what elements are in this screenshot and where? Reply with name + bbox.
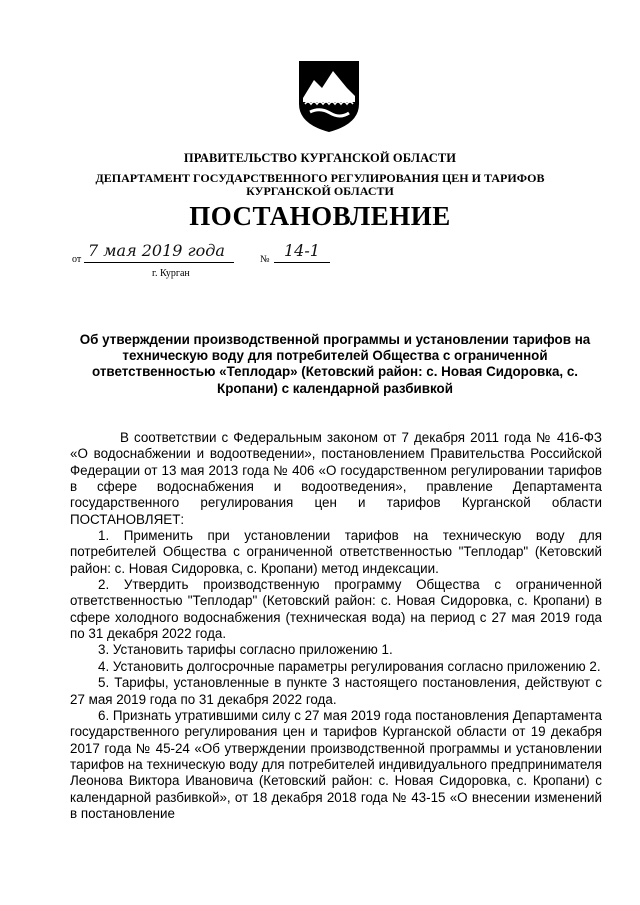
department-heading-line2: КУРГАНСКОЙ ОБЛАСТИ bbox=[246, 184, 394, 198]
government-heading: ПРАВИТЕЛЬСТВО КУРГАНСКОЙ ОБЛАСТИ bbox=[183, 151, 457, 165]
clause-3: 3. Установить тарифы согласно приложению 1. bbox=[98, 642, 393, 658]
clause-2: 2. Утвердить производственную программу Общества с ограниченной ответственностью "Теплодар" (Кетовский район: с. Новая Сидоровка, с. Кропани) в сфере холодного водоснабжения (техническая вода) на период с 27 мая 2019 года по 31 декабря 2022 года. bbox=[70, 577, 602, 642]
clause-5: 5. Тарифы, установленные в пункте 3 настоящего постановления, действуют с 27 мая 2019 года по 31 декабря 2022 года. bbox=[70, 675, 602, 707]
clause-6: 6. Признать утратившими силу с 27 мая 2019 года постановления Департамента государственного регулирования цен и тарифов Курганской области от 19 декабря 2017 года № 45-24 «Об утверждении производственной программы и установлении тарифов на техническую воду для потребителей индивидуального предпринимателя Леонова Виктора Ивановича (Кетовский район: с. Новая Сидоровка, с. Кропани) с календарной разбивкой», от 18 декабря 2018 года № 43-15 «О внесении изменений в постановление bbox=[70, 707, 602, 821]
number-underline bbox=[274, 262, 330, 263]
clause-4: 4. Установить долгосрочные параметры регулирования согласно приложению 2. bbox=[98, 658, 601, 674]
place-label: г. Курган bbox=[152, 268, 190, 279]
handwritten-date: 7 мая 2019 года bbox=[88, 241, 225, 260]
clause-1: 1. Применить при установлении тарифов на техническую воду для потребителей Общества с ограниченной ответственностью "Теплодар" (Кетовский район: с. Новая Сидоровка, с. Кропани) метод индексации. bbox=[70, 528, 602, 576]
from-label: от bbox=[72, 254, 82, 265]
document-type-title: ПОСТАНОВЛЕНИЕ bbox=[189, 201, 451, 231]
handwritten-number: 14-1 bbox=[284, 241, 320, 260]
department-heading bbox=[0, 172, 640, 198]
document-body bbox=[70, 430, 602, 822]
document-subject: Об утверждении производственной программы и установлении тарифов на техническую воду для потребителей Общества с ограниченной ответственностью «Теплодар» (Кетовский район: с. Новая Сидоровка, с. Кропани) с календарной разбивкой bbox=[79, 332, 591, 396]
department-heading-line1: ДЕПАРТАМЕНТ ГОСУДАРСТВЕННОГО РЕГУЛИРОВАНИЯ ЦЕН И ТАРИФОВ bbox=[95, 171, 545, 185]
date-underline bbox=[84, 262, 234, 263]
number-label: № bbox=[260, 254, 270, 265]
coat-of-arms-emblem bbox=[296, 58, 362, 134]
intro-paragraph: В соответствии с Федеральным законом от 7 декабря 2011 года № 416-ФЗ «О водоснабжении и водоотведении», постановлением Правительства Российской Федерации от 13 мая 2013 года № 406 «О государственном регулировании тарифов в сфере водоснабжения и водоотведения», правление Департамента государственного регулирования цен и тарифов Курганской области ПОСТАНОВЛЯЕТ: bbox=[70, 430, 602, 527]
